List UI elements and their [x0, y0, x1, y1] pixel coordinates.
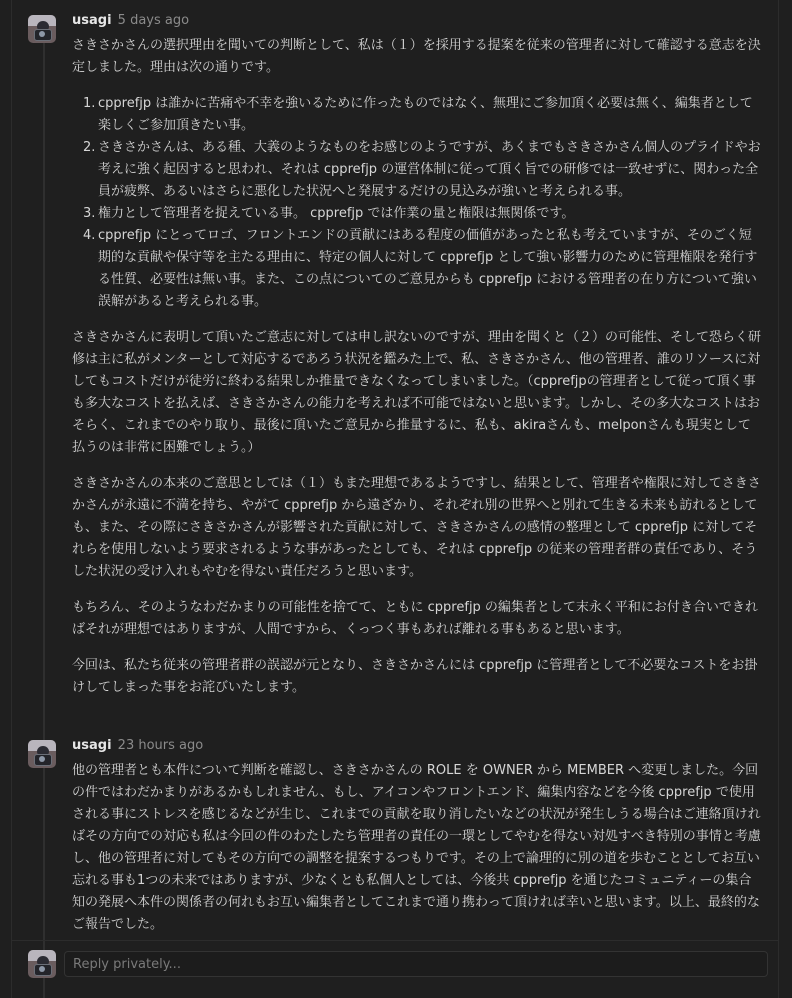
comment-timestamp[interactable]: 5 days ago — [117, 13, 190, 28]
comment-paragraph: さきさかさんの本来のご意思としては（１）もまた理想であるようですし、結果として、管理者や権限に対してさきさかさんが永遠に不満を持ち、やがて cpprefjp から遠ざかり、それぞれ別の世界へと別れて生きる未来も訪れるとしても、また、その際にさきさかさんが影響された貢献に対して、さきさかさんの感情の整理として cpprefjp に対してそれらを使用しないよう要求されるような事があったとしても、それは cpprefjp の従来の管理者群の責任であり、そうした状況の受け入れもやむを得ない責任だろうと思います。 — [72, 476, 761, 579]
user-avatar-photo-icon[interactable] — [28, 740, 56, 768]
list-text: さきさかさんは、ある種、大義のようなものをお感じのようですが、あくまでもさきさかさん個人のプライドやお考えに強く起因すると思われ、それは cpprefjp の運営体制に従って頂く旨での研修では一致せずに、関わった全員が疲弊、あるいはさらに悪化した状況へと発展するだけの見込みが強いと考えられる事。 — [98, 140, 761, 199]
comment-author[interactable]: usagi — [72, 738, 112, 753]
list-number: 1. — [83, 96, 96, 111]
thread-line — [43, 40, 45, 998]
comment-paragraph: さきさかさんの選択理由を聞いての判断として、私は（１）を採用する提案を従来の管理者に対して確認する意志を決定しました。理由は次の通りです。 — [72, 38, 761, 75]
list-item — [72, 203, 762, 225]
comment-paragraph: 今回は、私たち従来の管理者群の誤認が元となり、さきさかさんには cpprefjp に管理者として不必要なコストをお掛けしてしまった事をお詫びいたします。 — [72, 658, 758, 695]
list-item — [72, 225, 762, 313]
comment-paragraph: さきさかさんに表明して頂いたご意志に対しては申し訳ないのですが、理由を聞くと（２）の可能性、そして恐らく研修は主に私がメンターとして対応するであろう状況を鑑みた上で、私、さきさかさん、他の管理者、誰のリソースに対してもコストだけが徒労に終わる結果しか推量できなくなってしまいました。（cpprefjpの管理者として従って頂く事も多大なコストを払えば、さきさかさんの能力を考えれば不可能ではないと思います。しかし、その多大なコストはおそらく、これまでのやり取り、最後に頂いたご意見から推量するに、私も、akiraさんも、melponさんも現実として払うのは非常に困難でしょう。） — [72, 330, 762, 455]
comment-thread — [11, 0, 779, 998]
list-item — [72, 93, 762, 137]
reply-input[interactable] — [64, 951, 768, 977]
reply-row — [12, 946, 778, 982]
comment-paragraph: 他の管理者とも本件について判断を確認し、さきさかさんの ROLE を OWNER から MEMBER へ変更しました。今回の件ではわだかまりがあるかもしれません、もし、アイコンやフロントエンド、編集内容などを今後 cpprefjp で使用される事にストレスを感じるなどが生じ、これまでの貢献を取り消したいなどの状況が発生しうる場合はご連絡頂ければその方向での対応も私は今回の件のわたしたち管理者の責任の一環としてやむを得ない対処すべき特別の事情と考慮し、他の管理者に対してもその方向での調整を提案するつもりです。その上で論理的に別の道を歩むこととしてお互い忘れる事も1つの未来ではありますが、少なくとも私個人としては、今後共 cpprefjp を通じたコミュニティーの集合知の発展へ本件の関係者の何れもお互い編集者としてこれまで通り携わって頂ければ幸いと思います。以上、最終的なご報告でした。 — [72, 763, 761, 932]
comment-author[interactable]: usagi — [72, 13, 112, 28]
list-text: cpprefjp は誰かに苦痛や不幸を強いるために作ったものではなく、無理にご参加頂く必要は無く、編集者として楽しくご参加頂きたい事。 — [98, 96, 753, 133]
reasons-list — [72, 93, 762, 313]
comment-meta — [72, 738, 203, 754]
comment-paragraph: もちろん、そのようなわだかまりの可能性を捨てて、ともに cpprefjp の編集者として末永く平和にお付き合いできればそれが理想ではありますが、人間ですから、くっつく事もあれば離れる事もあると思います。 — [72, 600, 758, 637]
user-avatar-photo-icon[interactable] — [28, 15, 56, 43]
comment-meta — [72, 13, 189, 29]
list-item — [72, 137, 762, 203]
list-number: 3. — [83, 206, 96, 221]
list-number: 2. — [83, 140, 96, 155]
comment-timestamp[interactable]: 23 hours ago — [117, 738, 204, 753]
list-text: 権力として管理者を捉えている事。 cpprefjp では作業の量と権限は無関係です。 — [98, 206, 575, 221]
list-number: 4. — [83, 228, 96, 243]
comment-body — [72, 35, 762, 699]
user-avatar-photo-icon — [28, 950, 56, 978]
comment-body — [72, 760, 762, 936]
list-text: cpprefjp にとってロゴ、フロントエンドの貢献にはある程度の価値があったと私も考えていますが、そのごく短期的な貢献や保守等を主たる理由に、特定の個人に対して cpprefjp として強い影響力のために管理権限を発行する性質、必要性は無い事。また、この点についてのご意見からも cpprefjp における管理者の在り方について強い誤解があると考えられる事。 — [98, 228, 758, 309]
divider — [12, 940, 778, 941]
